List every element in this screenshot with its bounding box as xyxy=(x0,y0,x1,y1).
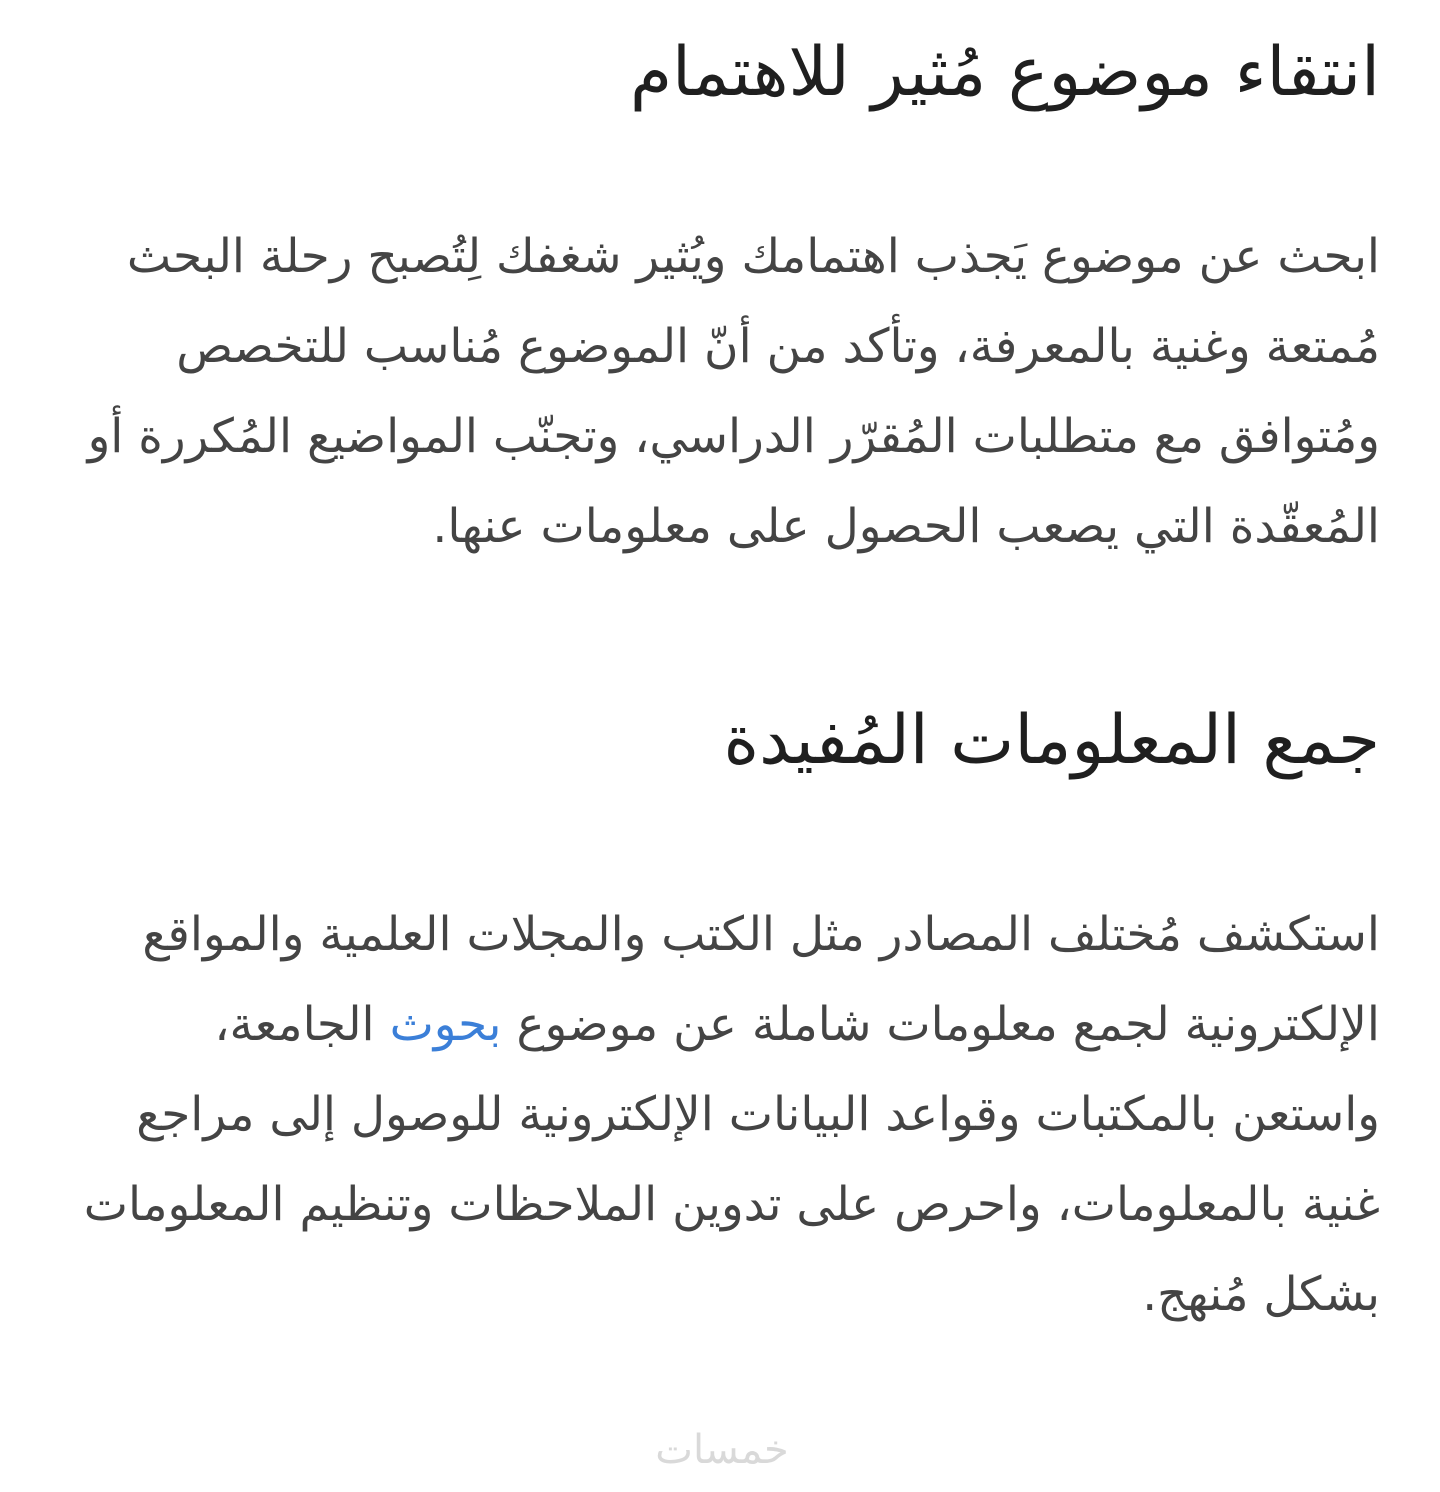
paragraph-text-after-link: الجامعة، واستعن بالمكتبات وقواعد البيانات الإلكترونية للوصول إلى مراجع غنية بالمعلومات، واحرص على تدوين الملاحظات وتنظيم المعلومات بشكل مُنهج. xyxy=(83,997,1380,1322)
research-link[interactable]: بحوث xyxy=(389,997,502,1052)
watermark-logo: خمسات xyxy=(655,1427,789,1473)
section-title-gather-information: جمع المعلومات المُفيدة xyxy=(723,701,1380,780)
paragraph-text-before-link: استكشف مُختلف المصادر مثل الكتب والمجلات العلمية والمواقع الإلكترونية لجمع معلومات شاملة عن موضوع xyxy=(142,907,1380,1052)
section-title-choose-topic: انتقاء موضوع مُثير للاهتمام xyxy=(629,33,1380,112)
section-paragraph-choose-topic: ابحث عن موضوع يَجذب اهتمامك ويُثير شغفك لِتُصبح رحلة البحث مُمتعة وغنية بالمعرفة، وتأكد من أنّ الموضوع مُناسب للتخصص ومُتوافق مع متطلبات المُقرّر الدراسي، وتجنّب المواضيع المُكررة أو المُعقّدة التي يصعب الحصول على معلومات عنها. xyxy=(87,229,1380,554)
section-paragraph-gather-information xyxy=(60,890,1380,1340)
